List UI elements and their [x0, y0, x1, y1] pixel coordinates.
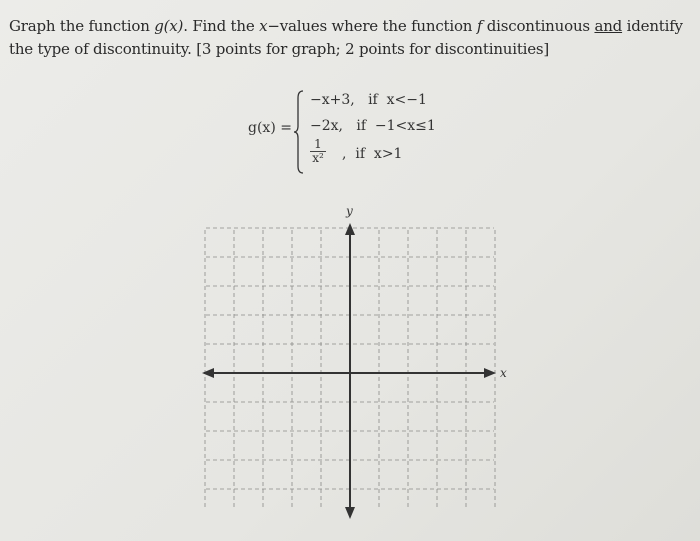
instr-part3: −values where the function [267, 17, 477, 35]
case-3-comma: , [342, 146, 347, 162]
y-axis-down-arrow [345, 507, 355, 519]
case-2-expr: −2x, [310, 118, 343, 134]
case-3-condition [342, 146, 402, 162]
instr-f: f [476, 17, 483, 35]
case-3-numerator: 1 [310, 138, 326, 152]
problem-instructions [9, 15, 699, 61]
instr-part1: Graph the function [9, 17, 155, 35]
case-1 [310, 92, 427, 108]
x-axis-left-arrow [202, 368, 214, 378]
instr-part5: identify the type of discontinuity. [3 points for graph; 2 points for discontinuities] [9, 17, 683, 58]
y-axis-up-arrow [345, 223, 355, 235]
instr-part4: discontinuous [482, 17, 595, 35]
x-axis-right-arrow [484, 368, 496, 378]
instr-x: x [259, 17, 268, 35]
instr-and: and [594, 17, 623, 35]
instr-part2: . Find the [183, 17, 260, 35]
left-brace [294, 90, 304, 174]
case-2-cond: if −1<x≤1 [356, 118, 436, 134]
y-axis-label: y [346, 204, 353, 218]
case-1-expr: −x+3, [310, 92, 355, 108]
case-1-cond: if x<−1 [368, 92, 427, 108]
case-2 [310, 118, 436, 134]
formula-lhs: g(x) = [248, 120, 292, 136]
x-axis-label: x [500, 366, 507, 380]
piecewise-formula [248, 90, 508, 180]
case-3-denominator: x² [312, 151, 324, 165]
instr-gx: g(x) [154, 17, 184, 35]
case-3-cond: if x>1 [355, 146, 403, 162]
coordinate-grid [200, 205, 505, 525]
case-3-fraction [310, 138, 326, 165]
